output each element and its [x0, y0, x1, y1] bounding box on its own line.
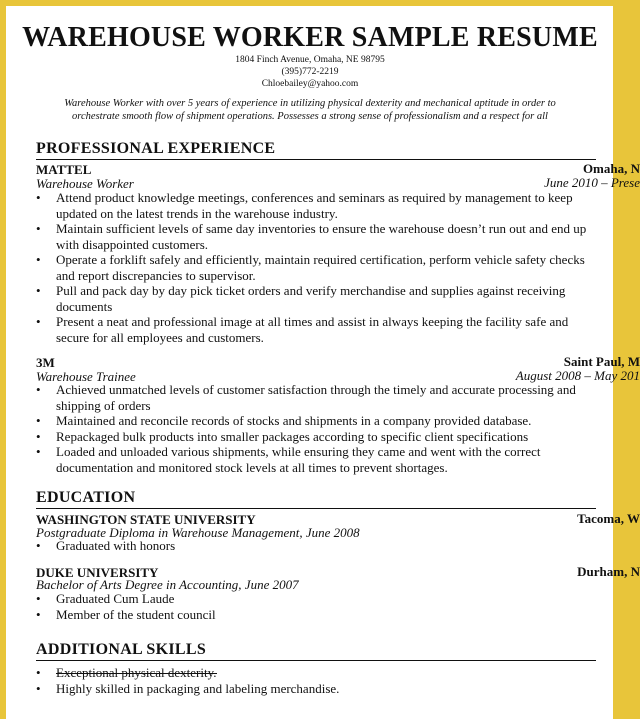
bullet-icon: • — [36, 314, 41, 329]
bullet-text: Loaded and unloaded various shipments, while ensuring they came and went with the correct documentation and monitored stock levels at all times to prevent shortages. — [56, 444, 541, 475]
bullet-icon: • — [36, 591, 41, 606]
list-item — [36, 382, 596, 413]
bullet-icon: • — [36, 428, 41, 444]
bullet-icon: • — [36, 538, 41, 553]
job-location: Omaha, N — [582, 161, 640, 176]
bullet-text: Present a neat and professional image at all times and assist in always keeping the facility safe and secure for all employees and customers. — [56, 314, 569, 345]
school-location: Tacoma, W — [577, 511, 640, 526]
section-heading-education: EDUCATION — [36, 489, 596, 509]
list-item — [36, 665, 596, 681]
bullet-text: Exceptional physical dexterity. — [56, 665, 217, 680]
bullet-icon: • — [36, 606, 41, 622]
bullet-icon: • — [36, 382, 41, 397]
job-location: Saint Paul, M — [563, 354, 640, 369]
skills-bullets — [36, 665, 596, 696]
bullet-icon: • — [36, 252, 41, 267]
job-title: Warehouse Worker — [36, 176, 134, 191]
bullet-icon: • — [36, 283, 41, 298]
list-item — [36, 252, 596, 283]
company-name: 3M — [36, 355, 55, 370]
section-heading-skills: ADDITIONAL SKILLS — [36, 641, 596, 661]
list-item — [36, 538, 596, 554]
bullet-icon: • — [36, 680, 41, 696]
education-bullets — [36, 591, 596, 622]
bullet-icon: • — [36, 665, 41, 680]
bullet-text: Member of the student council — [56, 606, 216, 622]
summary-text: Warehouse Worker with over 5 years of experience in utilizing physical dexterity and mechanical aptitude in order to orchestrate smooth flow of shipment operations. Possesses a strong sense of professionalism and a respect for all — [64, 98, 556, 122]
list-item — [36, 591, 596, 607]
bullet-text: Achieved unmatched levels of customer satisfaction through the timely and accurate processing and shipping of orders — [56, 382, 576, 413]
job-bullets — [36, 190, 596, 345]
contact-address: 1804 Finch Avenue, Omaha, NE 98795 — [235, 55, 385, 65]
bullet-text: Maintained and reconcile records of stocks and shipments in a company provided database. — [56, 413, 532, 428]
resume-title: WAREHOUSE WORKER SAMPLE RESUME — [22, 22, 598, 53]
company-name: MATTEL — [36, 162, 92, 177]
bullet-text: Attend product knowledge meetings, conferences and seminars as required by management to keep updated on the latest trends in the warehouse industry. — [56, 190, 573, 221]
list-item — [36, 283, 596, 314]
bullet-icon: • — [36, 221, 41, 236]
section-heading-experience: PROFESSIONAL EXPERIENCE — [36, 140, 596, 160]
list-item — [36, 314, 596, 345]
bullet-text: Repackaged bulk products into smaller packages according to specific client specifications — [56, 428, 529, 444]
education-bullets — [36, 538, 596, 554]
school-location: Durham, N — [577, 564, 640, 579]
bullet-text: Highly skilled in packaging and labeling merchandise. — [56, 680, 340, 696]
list-item — [36, 444, 596, 475]
bullet-icon: • — [36, 190, 41, 205]
contact-email: Chloebailey@yahoo.com — [261, 79, 359, 89]
list-item — [36, 413, 596, 429]
list-item — [36, 429, 596, 445]
bullet-text: Graduated Cum Laude — [56, 591, 175, 606]
list-item — [36, 607, 596, 623]
job-dates: August 2008 – May 201 — [515, 368, 640, 383]
job-dates: June 2010 – Prese — [544, 175, 640, 190]
bullet-text: Graduated with honors — [56, 538, 176, 553]
bullet-icon: • — [36, 413, 41, 428]
list-item — [36, 221, 596, 252]
bullet-icon: • — [36, 444, 41, 459]
bullet-text: Maintain sufficient levels of same day inventories to ensure the warehouse doesn’t run out and end up with disappointed customers. — [56, 221, 587, 252]
bullet-text: Operate a forklift safely and efficiently, maintain required certification, perform vehicle safety checks and report discrepancies to supervisor. — [56, 252, 585, 283]
school-name: WASHINGTON STATE UNIVERSITY — [36, 512, 256, 527]
contact-phone: (395)772-2219 — [281, 67, 339, 77]
degree-text: Postgraduate Diploma in Warehouse Management, June 2008 — [36, 525, 360, 540]
degree-text: Bachelor of Arts Degree in Accounting, June 2007 — [36, 577, 299, 592]
school-name: DUKE UNIVERSITY — [36, 565, 159, 580]
bullet-text: Pull and pack day by day pick ticket orders and verify merchandise and supplies against receiving documents — [56, 283, 566, 314]
job-bullets — [36, 382, 596, 475]
list-item — [36, 190, 596, 221]
list-item — [36, 681, 596, 697]
job-title: Warehouse Trainee — [36, 369, 136, 384]
